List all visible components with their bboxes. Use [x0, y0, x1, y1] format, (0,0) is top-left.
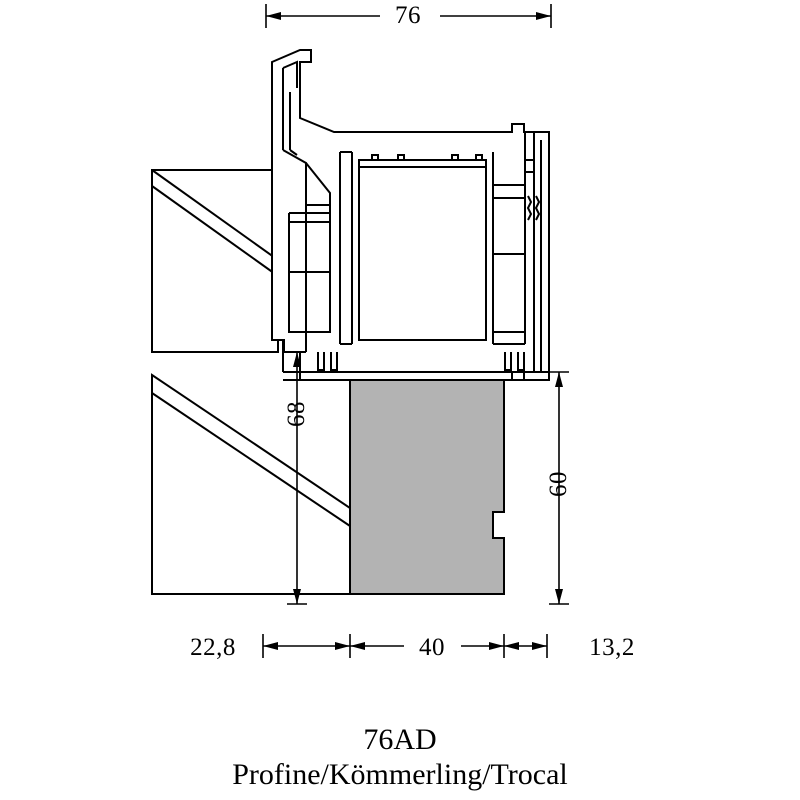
dimension-chain-bottom	[263, 634, 547, 658]
dimension-label-76: 76	[395, 2, 421, 29]
frame-side-panel	[152, 170, 278, 352]
profile-title: 76AD	[363, 723, 437, 756]
dimension-label-22-8: 22,8	[190, 634, 236, 661]
dimension-label-68: 68	[283, 401, 310, 427]
profile-manufacturer: Profine/Kömmerling/Trocal	[232, 758, 568, 791]
dimension-label-60: 60	[545, 471, 572, 497]
dimension-label-40: 40	[419, 634, 445, 661]
glass-pane	[350, 352, 504, 594]
dimension-label-13-2: 13,2	[589, 634, 635, 661]
sill-wing	[152, 375, 350, 594]
frame-profile-outline	[272, 50, 549, 380]
